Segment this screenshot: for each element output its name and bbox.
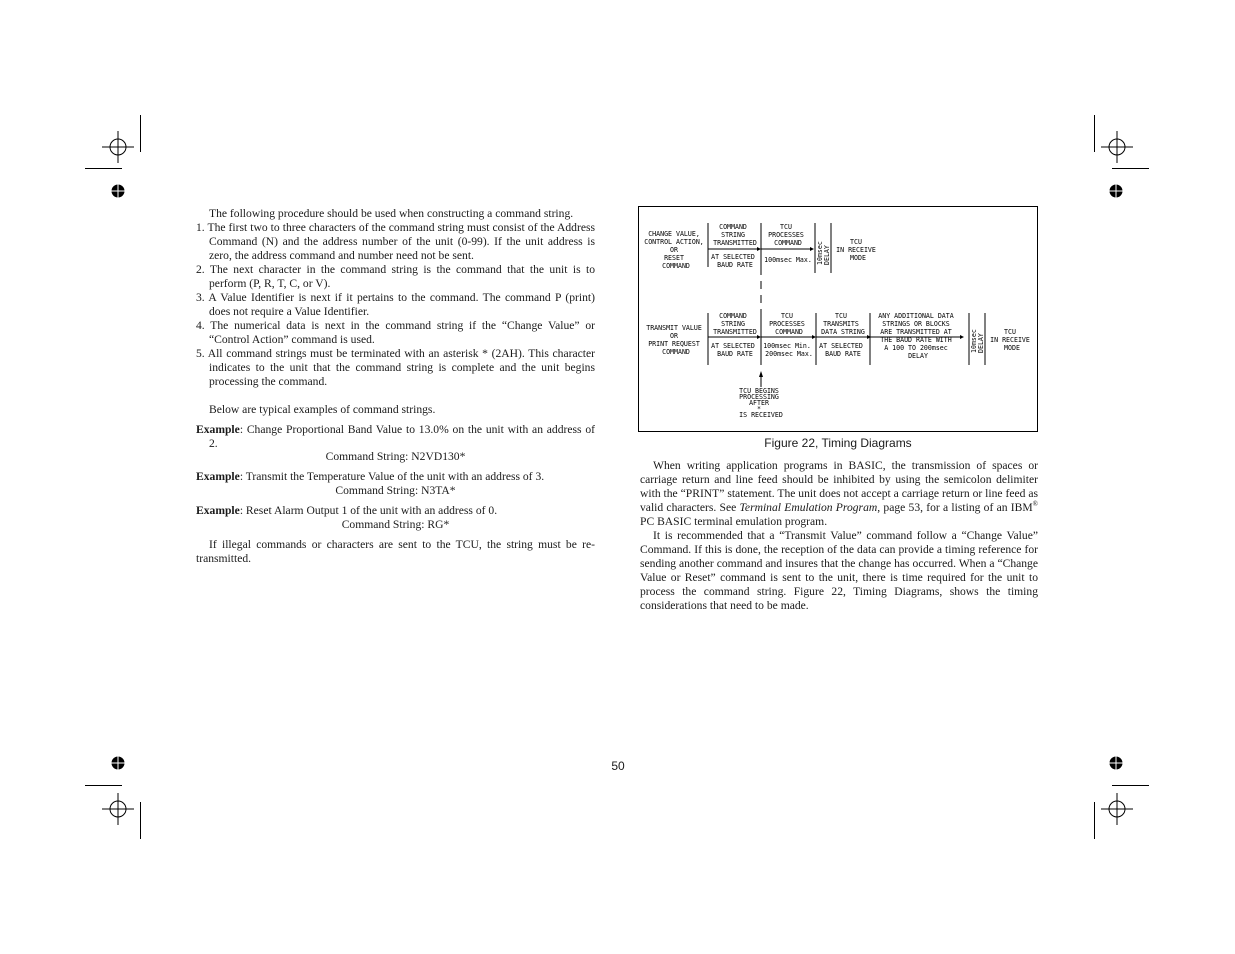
registration-dot-icon	[1109, 756, 1123, 770]
terminal-emulation-reference: Terminal Emulation Program	[739, 501, 878, 514]
example-text: : Reset Alarm Output 1 of the unit with an address of 0.	[239, 504, 498, 517]
registration-crosshair-icon	[102, 131, 134, 163]
top-delay-label: 10msec DELAY	[816, 241, 831, 265]
bottom-additional-label: ANY ADDITIONAL DATA STRINGS OR BLOCKS ARE TRANSMITTED AT THE BAUD RATE WITH A 100 TO 200msec DELAY	[878, 312, 954, 360]
page-number: 50	[611, 759, 625, 773]
timing-diagram-svg	[639, 207, 1039, 433]
registration-crosshair-icon	[1101, 793, 1133, 825]
basic-text-mid: , page 53, for a listing of an IBM	[877, 501, 1033, 514]
right-column	[640, 459, 1038, 613]
crop-line	[1112, 168, 1149, 169]
command-string-2: Command String: N3TA*	[335, 484, 456, 497]
command-string-1: Command String: N2VD130*	[325, 450, 466, 463]
step-5: 5. All command strings must be terminated with an asterisk * (2AH). This character indicates to the unit that the command string is complete and the unit begins processing the command.	[196, 347, 595, 388]
top-command-label: COMMAND STRING TRANSMITTED	[713, 223, 757, 247]
registration-dot-icon	[1109, 184, 1123, 198]
left-column	[196, 207, 595, 566]
command-string-3: Command String: RG*	[341, 518, 450, 531]
crop-line	[1112, 785, 1149, 786]
bottom-transmit-baud: AT SELECTED BAUD RATE	[819, 342, 863, 358]
example-1	[196, 423, 595, 451]
closing-paragraph: If illegal commands or characters are sent to the TCU, the string must be re-transmitted.	[196, 538, 595, 565]
top-source-label: CHANGE VALUE, CONTROL ACTION, OR RESET COMMAND	[644, 230, 704, 270]
crop-line	[140, 802, 141, 839]
crop-line	[140, 115, 141, 152]
top-tcu-time: 100msec Max.	[764, 256, 812, 264]
example-2	[196, 470, 595, 484]
step-3: 3. A Value Identifier is next if it pertains to the command. The command P (print) does not require a Value Identifier.	[196, 291, 595, 318]
top-baud-label: AT SELECTED BAUD RATE	[711, 253, 755, 269]
registration-dot-icon	[111, 756, 125, 770]
bottom-transmit-label: TCU TRANSMITS DATA STRING	[821, 312, 865, 336]
registration-crosshair-icon	[1101, 131, 1133, 163]
step-4: 4. The numerical data is next in the command string if the “Change Value” or “Control Action” command is used.	[196, 319, 595, 346]
basic-paragraph	[640, 459, 1038, 529]
registration-dot-icon	[111, 184, 125, 198]
crop-line	[85, 168, 122, 169]
registered-mark: ®	[1032, 500, 1038, 509]
registration-crosshair-icon	[102, 793, 134, 825]
example-label: Example	[196, 504, 240, 517]
crop-line	[1094, 115, 1095, 152]
example-label: Example	[196, 470, 240, 483]
processing-note: TCU BEGINS PROCESSING AFTER * IS RECEIVED	[739, 387, 783, 419]
top-end-label: TCU IN RECEIVE MODE	[836, 238, 876, 262]
bottom-baud-label: AT SELECTED BAUD RATE	[711, 342, 755, 358]
examples-intro: Below are typical examples of command strings.	[209, 403, 436, 416]
timing-diagram	[638, 206, 1038, 432]
bottom-tcu-time: 100msec Min. 200msec Max.	[763, 342, 813, 358]
step-1: 1. The first two to three characters of the command string must consist of the Address Command (N) and the address number of the unit (0-99). If the unit address is zero, the address command and number need not be sent.	[196, 221, 595, 262]
example-text: : Transmit the Temperature Value of the unit with an address of 3.	[239, 470, 545, 483]
intro-paragraph: The following procedure should be used when constructing a command string.	[209, 207, 574, 220]
bottom-delay-label: 10msec DELAY	[970, 329, 985, 353]
figure-caption: Figure 22, Timing Diagrams	[764, 436, 912, 450]
example-label: Example	[196, 423, 240, 436]
example-text: : Change Proportional Band Value to 13.0% on the unit with an address of 2.	[209, 423, 595, 450]
top-tcu-label: TCU PROCESSES COMMAND	[768, 223, 804, 247]
basic-text-end: PC BASIC terminal emulation program.	[640, 515, 828, 528]
step-2: 2. The next character in the command string is the command that the unit is to perform (P, R, T, C, or V).	[196, 263, 595, 290]
bottom-source-label: TRANSMIT VALUE OR PRINT REQUEST COMMAND	[646, 324, 702, 356]
example-3	[196, 504, 595, 518]
bottom-command-label: COMMAND STRING TRANSMITTED	[713, 312, 757, 336]
crop-line	[85, 785, 122, 786]
crop-line	[1094, 802, 1095, 839]
bottom-end-label: TCU IN RECEIVE MODE	[990, 328, 1030, 352]
recommendation-paragraph: It is recommended that a “Transmit Value” command follow a “Change Value” Command. If this is done, the reception of the data can provide a timing reference for sending another command and insures that the change has occurred. When a “Change Value or Reset” command is sent to the unit, there is time required for the unit to process the command string. Figure 22, Timing Diagrams, shows the timing considerations that need to be made.	[640, 529, 1038, 612]
basic-text: When writing application programs in BASIC, the transmission of spaces or carriage return and line feed should be inhibited by using the semicolon delimiter with the “PRINT” statement. The unit does not accept a carriage return or line feed as valid characters. See	[640, 459, 1038, 514]
bottom-tcu-label: TCU PROCESSES COMMAND	[769, 312, 805, 336]
